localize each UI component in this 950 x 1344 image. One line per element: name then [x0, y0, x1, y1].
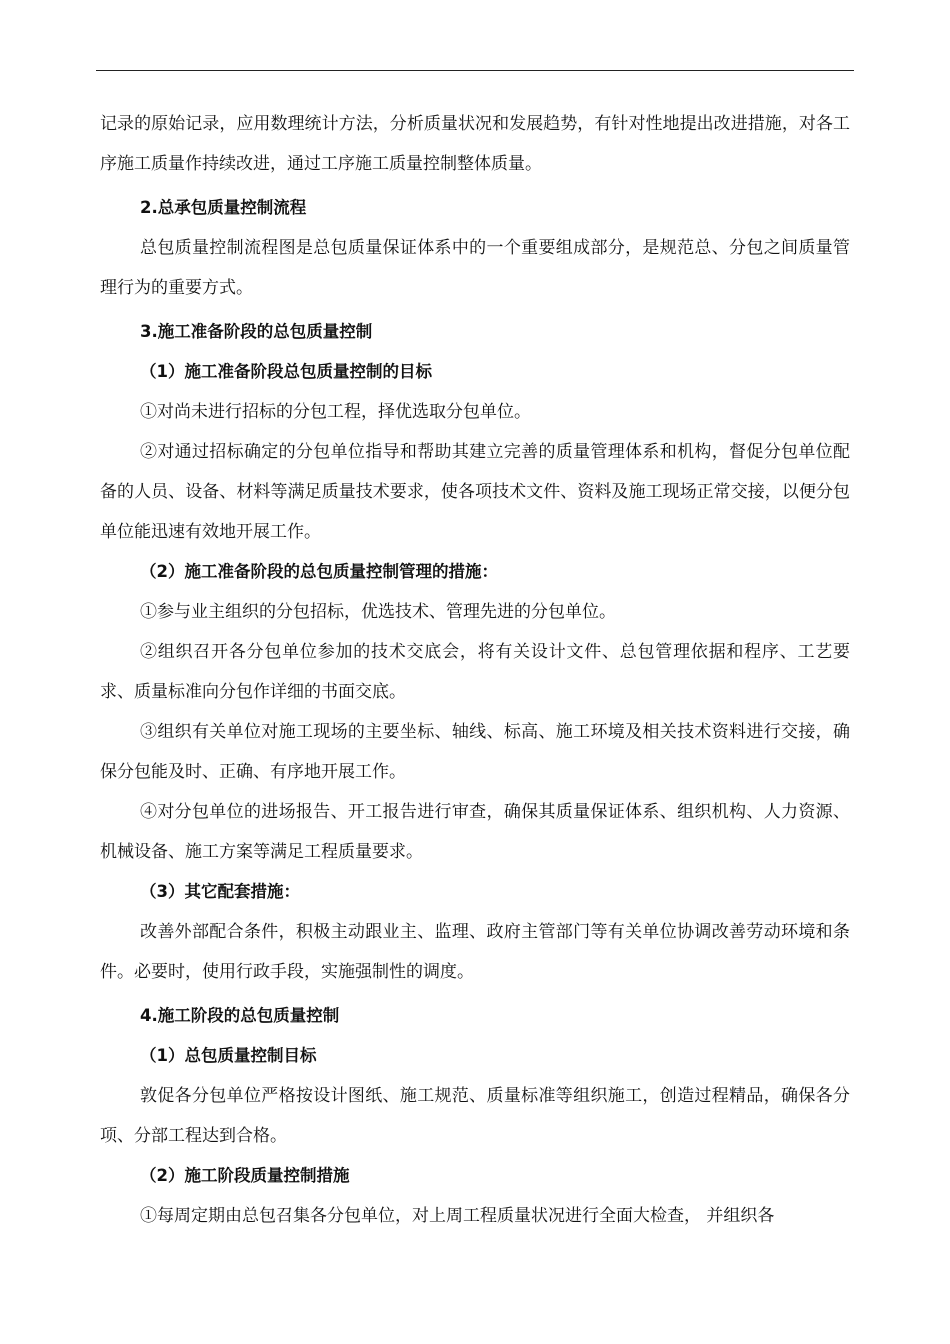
paragraph: ①每周定期由总包召集各分包单位，对上周工程质量状况进行全面大检查， 并组织各 — [140, 1206, 775, 1226]
paragraph: 敦促各分包单位严格按设计图纸、施工规范、质量标准等组织施工，创造过程精品，确保各分项、分部工程达到合格。 — [100, 1086, 850, 1146]
paragraph: ③组织有关单位对施工现场的主要坐标、轴线、标高、施工环境及相关技术资料进行交接，确保分包能及时、正确、有序地开展工作。 — [100, 722, 850, 782]
subsection-heading: （2）施工阶段质量控制措施 — [140, 1166, 350, 1185]
section-heading: 4.施工阶段的总包质量控制 — [140, 1006, 340, 1025]
paragraph: ②组织召开各分包单位参加的技术交底会，将有关设计文件、总包管理依据和程序、工艺要求、质量标准向分包作详细的书面交底。 — [100, 642, 850, 702]
paragraph: 总包质量控制流程图是总包质量保证体系中的一个重要组成部分，是规范总、分包之间质量管理行为的重要方式。 — [100, 238, 850, 298]
subsection-heading: （1）总包质量控制目标 — [140, 1046, 317, 1065]
paragraph: ④对分包单位的进场报告、开工报告进行审查，确保其质量保证体系、组织机构、人力资源、机械设备、施工方案等满足工程质量要求。 — [100, 802, 850, 862]
document-body — [100, 104, 850, 1236]
section-heading: 3.施工准备阶段的总包质量控制 — [140, 322, 373, 341]
paragraph: 改善外部配合条件，积极主动跟业主、监理、政府主管部门等有关单位协调改善劳动环境和条件。必要时，使用行政手段，实施强制性的调度。 — [100, 922, 850, 982]
header-rule — [96, 70, 854, 71]
subsection-heading: （1）施工准备阶段总包质量控制的目标 — [140, 362, 432, 381]
subsection-heading: （2）施工准备阶段的总包质量控制管理的措施： — [140, 562, 498, 581]
paragraph: ①对尚未进行招标的分包工程，择优选取分包单位。 — [140, 402, 531, 422]
paragraph: ②对通过招标确定的分包单位指导和帮助其建立完善的质量管理体系和机构，督促分包单位配备的人员、设备、材料等满足质量技术要求，使各项技术文件、资料及施工现场正常交接，以便分包单位能迅速有效地开展工作。 — [100, 442, 850, 542]
section-heading: 2.总承包质量控制流程 — [140, 198, 307, 217]
paragraph: 记录的原始记录，应用数理统计方法，分析质量状况和发展趋势，有针对性地提出改进措施，对各工序施工质量作持续改进，通过工序施工质量控制整体质量。 — [100, 114, 850, 174]
paragraph: ①参与业主组织的分包招标，优选技术、管理先进的分包单位。 — [140, 602, 616, 622]
subsection-heading: （3）其它配套措施： — [140, 882, 300, 901]
